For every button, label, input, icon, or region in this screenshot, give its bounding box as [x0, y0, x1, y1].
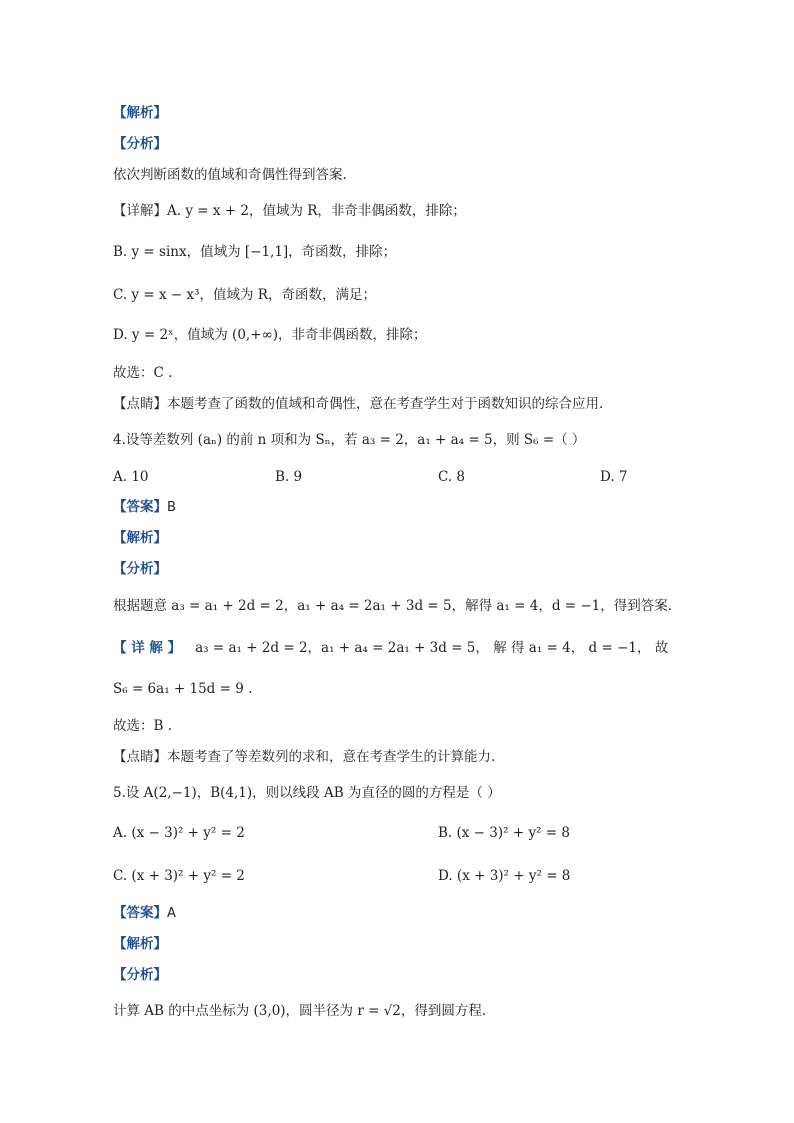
q5-option-b: B. (x − 3)² + y² = 8	[438, 825, 570, 841]
q5-option-d: D. (x + 3)² + y² = 8	[438, 868, 571, 884]
detail-line-q4	[113, 638, 668, 658]
answer-tag: 【答案】	[113, 905, 167, 921]
q5-option-c: C. (x + 3)² + y² = 2	[113, 868, 245, 884]
q4-option-a: A. 10	[113, 469, 149, 485]
reasoning-text-q5: 计算 AB 的中点坐标为 (3,0)，圆半径为 r = √2，得到圆方程.	[113, 1003, 487, 1019]
answer-value: B	[167, 500, 176, 515]
detail-line-q4-cont: S₆ = 6a₁ + 15d = 9 .	[113, 681, 253, 697]
answer-value: A	[167, 906, 176, 921]
q4-option-b: B. 9	[275, 469, 303, 485]
q5-option-a: A. (x − 3)² + y² = 2	[113, 825, 245, 841]
section-tag-reasoning-q4: 【分析】	[113, 561, 167, 577]
answer-line-q5	[113, 903, 176, 924]
detail-line-d: D. y = 2ˣ，值域为 (0,+∞)，非奇非偶函数，排除；	[113, 327, 427, 343]
section-tag-reasoning: 【分析】	[113, 136, 167, 152]
detail-line-a: 【详解】A. y = x + 2，值域为 R，非奇非偶函数，排除；	[113, 203, 466, 219]
choice-line: 故选：C .	[113, 365, 173, 381]
reasoning-text: 依次判断函数的值域和奇偶性得到答案.	[113, 167, 347, 183]
question-4: 4.设等差数列 (aₙ) 的前 n 项和为 Sₙ，若 a₃ = 2，a₁ + a₄ = 5，则 S₆ =（ ）	[113, 432, 586, 448]
detail-tag: 【 详 解 】	[113, 640, 182, 656]
section-tag-analysis-q4: 【解析】	[113, 530, 167, 546]
question-5: 5.设 A(2,−1)，B(4,1)，则以线段 AB 为直径的圆的方程是（ ）	[113, 785, 501, 801]
answer-line-q4	[113, 497, 176, 518]
detail-line-b: B. y = sinx，值域为 [−1,1]，奇函数，排除；	[113, 244, 397, 260]
comment-line-q4: 【点睛】本题考查了等差数列的求和，意在考查学生的计算能力.	[113, 749, 496, 765]
reasoning-text-q4: 根据题意 a₃ = a₁ + 2d = 2，a₁ + a₄ = 2a₁ + 3d = 5，解得 a₁ = 4，d = −1，得到答案.	[113, 598, 673, 614]
section-tag-analysis-q5: 【解析】	[113, 936, 167, 952]
detail-body: a₃ = a₁ + 2d = 2，a₁ + a₄ = 2a₁ + 3d = 5， 解 得 a₁ = 4， d = −1， 故	[195, 640, 669, 656]
q4-option-c: C. 8	[438, 469, 466, 485]
section-tag-reasoning-q5: 【分析】	[113, 967, 167, 983]
answer-tag: 【答案】	[113, 499, 167, 515]
choice-line-q4: 故选：B .	[113, 718, 173, 734]
comment-line: 【点睛】本题考查了函数的值域和奇偶性，意在考查学生对于函数知识的综合应用.	[113, 396, 604, 412]
q4-option-d: D. 7	[600, 469, 628, 485]
detail-line-c: C. y = x − x³，值域为 R，奇函数，满足；	[113, 287, 376, 303]
section-tag-analysis: 【解析】	[113, 105, 167, 121]
